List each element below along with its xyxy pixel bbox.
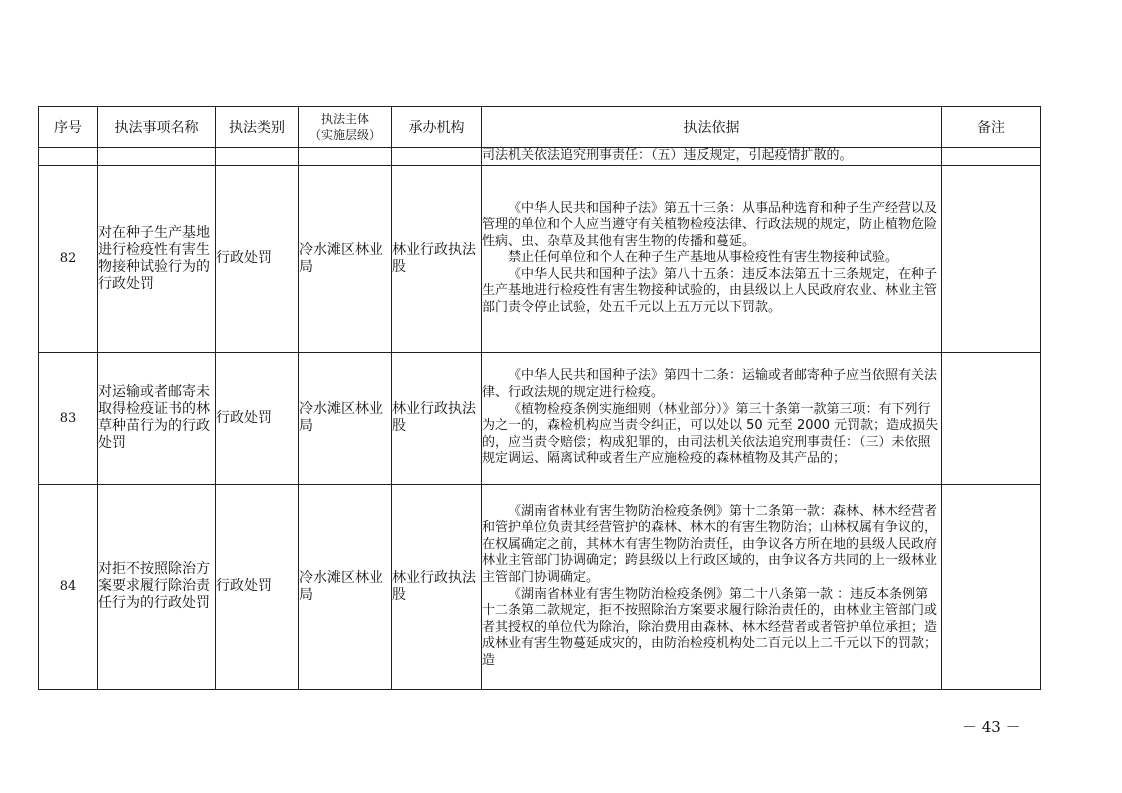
table-row bbox=[39, 484, 1041, 689]
page-number: － 43 － bbox=[962, 718, 1021, 736]
cell-basis bbox=[482, 148, 942, 166]
table-row-continued bbox=[39, 148, 1041, 166]
cell-item-name bbox=[98, 148, 216, 166]
cell-index: 83 bbox=[39, 352, 98, 484]
cell-basis bbox=[482, 484, 942, 689]
cell-organ: 林业行政执法股 bbox=[392, 484, 482, 689]
cell-organ: 林业行政执法股 bbox=[392, 352, 482, 484]
cell-index: 84 bbox=[39, 484, 98, 689]
cell-category bbox=[216, 148, 299, 166]
header-subject-line2: （实施层级） bbox=[308, 128, 381, 142]
header-row bbox=[39, 107, 1041, 148]
basis-paragraph: 《中华人民共和国种子法》第五十三条：从事品种选育和种子生产经营以及管理的单位和个人应当遵守有关植物检疫法律、行政法规的规定，防止植物危险性病、虫、杂草及其他有害生物的传播和蔓延。 bbox=[482, 200, 938, 249]
cell-remarks bbox=[942, 484, 1041, 689]
basis-paragraph: 司法机关依法追究刑事责任：（五）违反规定，引起疫情扩散的。 bbox=[482, 148, 853, 163]
basis-paragraph: 禁止任何单位和个人在种子生产基地从事检疫性有害生物接种试验。 bbox=[508, 250, 899, 266]
basis-paragraph: 《中华人民共和国种子法》第八十五条：违反本法第五十三条规定，在种子生产基地进行检疫性有害生物接种试验的，由县级以上人民政府农业、林业主管部门责令停止试验，处五千元以上五万元以下罚款。 bbox=[482, 266, 938, 316]
cell-remarks bbox=[942, 165, 1041, 352]
cell-category: 行政处罚 bbox=[216, 165, 299, 352]
enforcement-table bbox=[38, 106, 1041, 690]
header-remarks: 备注 bbox=[942, 107, 1041, 148]
cell-basis bbox=[482, 352, 942, 484]
header-category: 执法类别 bbox=[216, 107, 299, 148]
cell-category: 行政处罚 bbox=[216, 484, 299, 689]
header-subject bbox=[299, 107, 392, 148]
cell-organ: 林业行政执法股 bbox=[392, 165, 482, 352]
cell-item-name: 对在种子生产基地进行检疫性有害生物接种试验行为的行政处罚 bbox=[98, 165, 216, 352]
table-row bbox=[39, 165, 1041, 352]
cell-index: 82 bbox=[39, 165, 98, 352]
cell-item-name: 对拒不按照除治方案要求履行除治责任行为的行政处罚 bbox=[98, 484, 216, 689]
cell-index bbox=[39, 148, 98, 166]
header-basis: 执法依据 bbox=[482, 107, 942, 148]
cell-category: 行政处罚 bbox=[216, 352, 299, 484]
header-item-name: 执法事项名称 bbox=[98, 107, 216, 148]
basis-paragraph: 《中华人民共和国种子法》第四十二条：运输或者邮寄种子应当依照有关法律、行政法规的规定进行检疫。 bbox=[482, 368, 938, 400]
header-organ: 承办机构 bbox=[392, 107, 482, 148]
basis-paragraph: 《湖南省林业有害生物防治检疫条例》第十二条第一款：森林、林木经营者和管护单位负责其经营管护的森林、林木的有害生物防治；山林权属有争议的，在权属确定之前，其林木有害生物防治责任，由争议各方所在地的县级人民政府林业主管部门协调确定；跨县级以上行政区域的，由争议各方共同的上一级林业主管部门协调确定。 bbox=[482, 503, 938, 585]
cell-organ bbox=[392, 148, 482, 166]
cell-subject: 冷水滩区林业局 bbox=[299, 165, 392, 352]
header-index: 序号 bbox=[39, 107, 98, 148]
cell-remarks bbox=[942, 352, 1041, 484]
cell-subject: 冷水滩区林业局 bbox=[299, 352, 392, 484]
cell-subject bbox=[299, 148, 392, 166]
cell-item-name: 对运输或者邮寄未取得检疫证书的林草种苗行为的行政处罚 bbox=[98, 352, 216, 484]
cell-subject: 冷水滩区林业局 bbox=[299, 484, 392, 689]
cell-remarks bbox=[942, 148, 1041, 166]
cell-basis bbox=[482, 165, 942, 352]
table-row bbox=[39, 352, 1041, 484]
basis-paragraph: 《湖南省林业有害生物防治检疫条例》第二十八条第一款 ：违反本条例第十二条第二款规定，拒不按照除治方案要求履行除治责任的，由林业主管部门或者其授权的单位代为除治，除治费用由森林、林木经营者或者管护单位承担；造成林业有害生物蔓延成灾的，由防治检疫机构处二百元以上二千元以下的罚款；造 bbox=[482, 586, 938, 668]
header-subject-line1: 执法主体 bbox=[320, 112, 369, 126]
basis-paragraph: 《植物检疫条例实施细则（林业部分）》第三十条第一款第三项：有下列行为之一的，森检机构应当责令纠正，可以处以 50 元至 2000 元罚款；造成损失的，应当责令赔偿；构成犯罪的，由司法机关依法追究刑事责任：（三）未依照规定调运、隔离试种或者生产应施检疫的森林植物及其产品的； bbox=[482, 401, 939, 467]
